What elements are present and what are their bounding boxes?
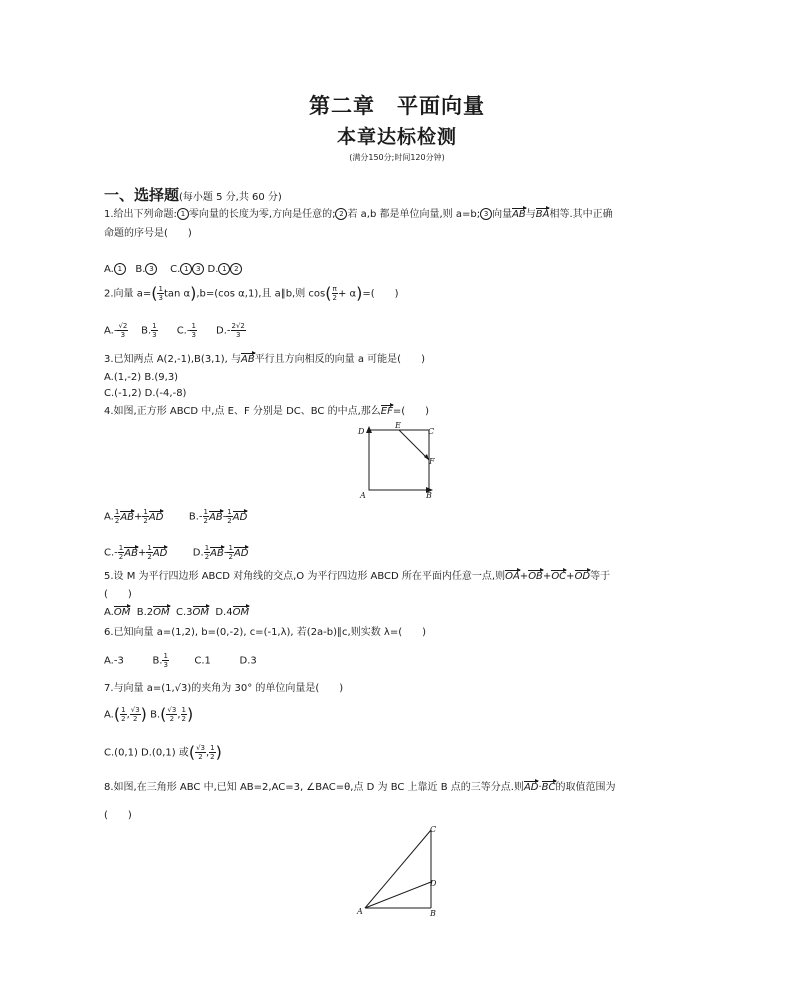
option-b-label: B. (152, 655, 163, 667)
vector-OA: OA (505, 571, 520, 582)
fraction (195, 744, 206, 761)
circled-3-icon: 3 (192, 263, 204, 275)
label-C: C (428, 427, 435, 436)
fraction (130, 706, 141, 723)
option-b-label: B.2 (136, 607, 154, 618)
q5-text: 等于 (590, 571, 611, 582)
vector-AD: AD (152, 547, 168, 559)
circled-3-icon: 3 (145, 263, 157, 275)
q1-text: 相等.其中正确 (549, 209, 613, 220)
denominator: 2 (181, 715, 186, 723)
option-a-label: A. (104, 709, 114, 721)
q8-line2: ( ) (104, 810, 132, 821)
q8-text: 8.如图,在三角形 ABC 中,已知 AB=2,AC=3, ∠BAC=θ,点 D 为 BC 上靠近 B 点的三等分点.则 (104, 782, 524, 793)
numerator: 1 (147, 544, 152, 552)
option-c-label: C.3 (175, 607, 193, 618)
vector-OM: OM (153, 607, 170, 618)
q5-options (104, 607, 249, 619)
fraction (120, 706, 126, 723)
vector-AB: AB (208, 511, 223, 523)
q7-sqrt: √3 (174, 683, 188, 694)
denominator: 2 (132, 715, 138, 723)
vector-AB: AB (120, 511, 135, 523)
circled-2-icon: 2 (230, 263, 242, 275)
label-A: A (360, 491, 366, 500)
circled-2-icon: 2 (335, 208, 347, 220)
q1-line2: 命题的序号是( ) (104, 228, 192, 239)
denominator: 2 (228, 553, 233, 561)
q7-text: )的夹角为 30° 的单位向量是( ) (187, 683, 344, 694)
denominator: 2 (147, 553, 152, 561)
section-heading (104, 184, 282, 205)
option-d-label: D. (207, 264, 219, 275)
denominator: 2 (198, 753, 203, 761)
triangle-figure (355, 820, 445, 918)
vector-OM: OM (113, 607, 131, 618)
section-note: (每小题 5 分,共 60 分) (179, 192, 282, 203)
numerator: 1 (152, 322, 157, 330)
option-c-label: C.1 (194, 655, 211, 667)
option-b-label: B. (135, 264, 146, 275)
q1-text: 零向量的长度为零,方向是任意的; (188, 209, 336, 220)
label-B: B (426, 491, 432, 500)
label-B: B (430, 909, 436, 918)
plus-sign: + (137, 547, 147, 559)
vector-BA: BA (535, 209, 550, 220)
denominator: 3 (120, 331, 126, 339)
paren: ( (160, 704, 167, 724)
denominator: 3 (163, 661, 168, 669)
vector-AD: AD (148, 511, 164, 523)
q7-options-1: A.( $\frac{1}{2}$ , $\frac{√3}{2}$ ) B.( $\frac{√3}{2}$ , $\frac{1}{2}$ ) (104, 704, 194, 724)
numerator: 1 (191, 322, 196, 330)
denominator: 2 (114, 517, 120, 525)
q3-options-2: C.(-1,2) D.(-4,-8) (104, 388, 187, 399)
q2-options (104, 322, 246, 339)
numerator: 2√2 (231, 322, 245, 330)
question-1 (104, 208, 613, 221)
vector-BC: BC (541, 782, 556, 793)
paren: ) (215, 742, 222, 762)
q2-text: 2.向量 a= (104, 288, 152, 300)
numerator: √3 (130, 706, 140, 714)
option-c-label: C. (170, 264, 181, 275)
vector-AD: AD (232, 511, 248, 523)
option-d-label: D.- (216, 325, 231, 337)
q2-text: =( ) (362, 288, 399, 300)
section-title: 一、选择题 (104, 186, 180, 204)
paren: ) (190, 283, 197, 303)
denominator: 3 (235, 331, 241, 339)
segment-AD (365, 882, 431, 908)
page-title: 本章达标检测 (336, 126, 457, 148)
option-d-label: D.3 (239, 655, 257, 667)
paren: ) (140, 704, 147, 724)
paren: ( (113, 704, 121, 724)
option-a-label: A. (104, 511, 114, 523)
square-figure (355, 420, 445, 502)
fraction (166, 706, 177, 723)
label-D: D (358, 427, 365, 436)
question-6: 6.已知向量 a=(1,2), b=(0,-2), c=(-1,λ), 若(2a-b)∥c,则实数 λ=( ) (104, 627, 426, 638)
score-note: (满分150分;时间120分钟) (349, 153, 445, 162)
fraction (231, 322, 246, 339)
vector-AD: AD (523, 782, 539, 793)
q3-text: 平行且方向相反的向量 a 可能是( ) (254, 354, 425, 365)
fraction (162, 652, 168, 669)
question-8: 8.如图,在三角形 ABC 中,已知 AB=2,AC=3, ∠BAC=θ,点 D 为 BC 上靠近 B 点的三等分点.则AD·BC的取值范围为 (104, 782, 616, 793)
paren: ) (186, 704, 194, 724)
option-a-label: A.- (104, 325, 118, 337)
label-D: D (430, 879, 437, 888)
question-7 (104, 683, 343, 695)
fraction (190, 322, 196, 339)
label-C: C (430, 825, 437, 834)
q1-text: 1.给出下列命题: (104, 209, 177, 220)
paren: ( (151, 283, 158, 303)
q4-options-1 (104, 508, 247, 525)
numerator: 1 (227, 508, 232, 516)
q3-text: 3.已知两点 A(2,-1),B(3,1), 与 (104, 354, 241, 365)
circled-1-icon: 1 (180, 263, 192, 275)
label-A: A (357, 907, 363, 916)
option-b-label: B.- (188, 511, 203, 523)
q1-options (104, 263, 242, 276)
label-F: F (429, 457, 435, 466)
option-a-label: A. (104, 264, 114, 275)
option-b-label: B. (150, 709, 161, 721)
q3-options-1: A.(1,-2) B.(9,3) (104, 372, 179, 383)
label-E: E (395, 421, 401, 430)
q7-text: 7.与向量 a=(1, (104, 683, 175, 694)
numerator: 1 (143, 508, 148, 516)
q4-text: 4.如图,正方形 ABCD 中,点 E、F 分别是 DC、BC 的中点,那么 (104, 406, 381, 417)
denominator: 3 (158, 294, 163, 302)
square-outline (369, 430, 429, 490)
paren: ( (188, 742, 196, 762)
question-4 (104, 406, 429, 418)
numerator: 1 (121, 706, 126, 714)
q7-options-2: C.(0,1) D.(0,1) 或( $\frac{√3}{2}$ , $\frac{1}{2}$ ) (104, 742, 222, 762)
q8-text: 的取值范围为 (555, 782, 616, 793)
option-d-label: D.4 (215, 607, 233, 618)
denominator: 2 (143, 517, 148, 525)
plus-sign: + (134, 511, 143, 523)
numerator: 1 (158, 285, 163, 293)
numerator: 1 (181, 706, 186, 714)
segment-AC (365, 830, 431, 908)
q2-text: + α (337, 288, 357, 300)
q1-text: 若 a,b 都是单位向量,则 a=b; (347, 209, 481, 220)
paren: ) (356, 283, 363, 303)
denominator: 2 (169, 715, 175, 723)
vector-OM: OM (232, 607, 250, 618)
vector-EF: EF (380, 406, 393, 417)
option-a-label: A. (104, 607, 114, 618)
numerator: 1 (204, 544, 210, 552)
chapter-title: 第二章 平面向量 (309, 94, 485, 118)
minus-sign: - (222, 511, 227, 523)
denominator: 2 (203, 517, 208, 525)
minus-sign: - (223, 547, 228, 559)
denominator: 2 (227, 517, 232, 525)
denominator: 2 (332, 294, 337, 302)
numerator: 1 (163, 652, 168, 660)
numerator: 1 (118, 544, 124, 552)
paren: ( (325, 283, 332, 303)
vector-OD: OD (574, 571, 591, 582)
option-b-label: B. (141, 325, 152, 337)
numerator: π (332, 285, 337, 293)
numerator: 1 (228, 544, 233, 552)
fraction (151, 322, 157, 339)
denominator: 2 (210, 753, 215, 761)
circled-1-icon: 1 (218, 263, 230, 275)
vector-AB: AB (240, 354, 255, 365)
q5-text: 5.设 M 为平行四边形 ABCD 对角线的交点,O 为平行四边形 ABCD 所在平面内任意一点,则 (104, 571, 506, 582)
numerator: 1 (210, 744, 215, 752)
circled-1-icon: 1 (177, 208, 189, 220)
question-2 (104, 285, 399, 302)
vector-OM: OM (192, 607, 209, 618)
vector-AD: AD (233, 547, 249, 559)
q2-text: tan α (163, 288, 191, 300)
option-c-label: C.- (176, 325, 191, 337)
denominator: 3 (152, 331, 157, 339)
q5-line2: ( ) (104, 589, 132, 600)
q4-text: =( ) (392, 406, 430, 417)
q1-text: 向量 (492, 209, 513, 220)
fraction (117, 322, 128, 339)
question-3 (104, 354, 425, 366)
vector-AB: AB (124, 547, 138, 559)
circled-1-icon: 1 (114, 263, 126, 275)
circled-3-icon: 3 (480, 208, 492, 220)
numerator: √3 (167, 706, 177, 714)
vector-AB: AB (512, 209, 526, 220)
numerator: √3 (196, 744, 205, 752)
q4-options-2 (104, 544, 248, 561)
q1-text: 与 (525, 209, 536, 220)
q2-text: ,b=(cos α,1),且 a∥b,则 cos (196, 288, 326, 300)
numerator: 1 (203, 508, 208, 516)
option-c-d-label: C.(0,1) D.(0,1) 或 (104, 747, 189, 759)
numerator: 1 (114, 508, 120, 516)
vector-OB: OB (528, 571, 543, 582)
denominator: 2 (118, 553, 124, 561)
denominator: 3 (191, 331, 196, 339)
question-5: 5.设 M 为平行四边形 ABCD 对角线的交点,O 为平行四边形 ABCD 所在平面内任意一点,则OA+OB+OC+OD等于 (104, 571, 611, 582)
option-d-label: D. (192, 547, 204, 559)
option-a-label: A.-3 (104, 655, 124, 667)
denominator: 2 (121, 715, 126, 723)
q6-options (104, 652, 257, 669)
segment-EF (399, 430, 429, 460)
option-c-label: C.- (104, 547, 118, 559)
denominator: 2 (204, 553, 210, 561)
vector-OC: OC (551, 571, 567, 582)
vector-AB: AB (210, 547, 224, 559)
numerator: √2 (118, 322, 128, 330)
